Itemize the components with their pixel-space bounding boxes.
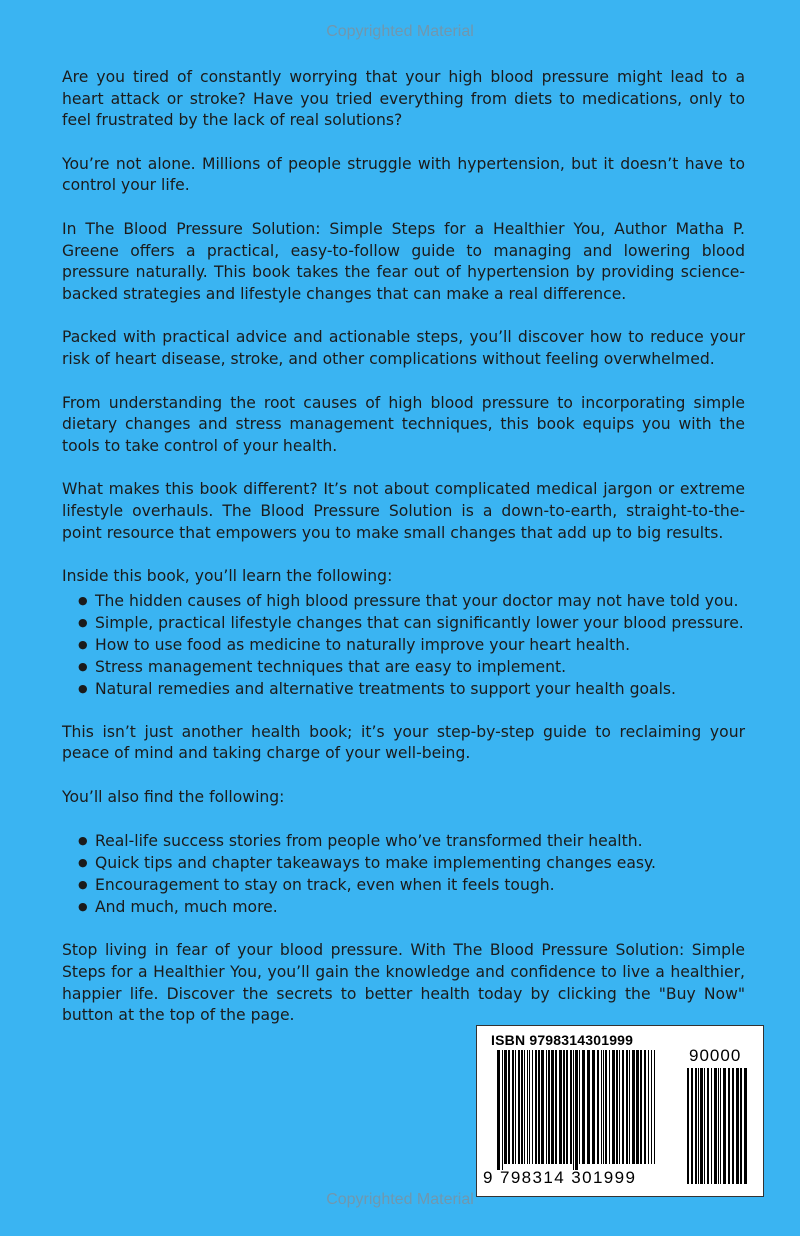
barcode-bar: [616, 1050, 618, 1164]
list-item: ● The hidden causes of high blood pressure that your doctor may not have told you.: [78, 590, 745, 612]
barcode-bar: [603, 1050, 604, 1164]
barcode-bar: [582, 1050, 585, 1164]
barcode-bar: [718, 1068, 719, 1184]
barcode-bar: [527, 1050, 528, 1164]
paragraph: Packed with practical advice and actionable steps, you’ll discover how to reduce your risk of heart disease, stroke, and other complications without feeling overwhelmed.: [62, 328, 745, 368]
barcode-bar: [654, 1050, 655, 1164]
barcode-bar: [535, 1050, 537, 1164]
barcode-bar: [740, 1068, 742, 1184]
barcode-bar: [632, 1050, 635, 1164]
barcode-bar: [644, 1050, 646, 1164]
barcode-bar: [687, 1068, 689, 1184]
barcode-bar: [651, 1050, 652, 1164]
barcode-bar: [508, 1050, 510, 1164]
barcode-bar: [502, 1050, 503, 1170]
list-item: ● Quick tips and chapter takeaways to make implementing changes easy.: [78, 852, 745, 874]
barcode-bar: [555, 1050, 557, 1164]
barcode-bar: [548, 1050, 550, 1164]
barcode-bar: [579, 1050, 580, 1164]
list-item: ● Real-life success stories from people who’ve transformed their health.: [78, 830, 745, 852]
barcode-bar: [707, 1068, 709, 1184]
barcode-bar: [559, 1050, 562, 1164]
barcode-bar: [732, 1068, 734, 1184]
paragraph: From understanding the root causes of high blood pressure to incorporating simple dietary changes and stress management techniques, this book equips you with the tools to take control of your health.: [62, 393, 745, 455]
list-intro: Inside this book, you’ll learn the following:: [62, 567, 393, 586]
barcode-bar: [566, 1050, 568, 1164]
back-cover-text: [62, 67, 745, 1049]
barcode-bar: [521, 1050, 523, 1164]
barcode-bar: [497, 1050, 500, 1170]
barcode-bar: [532, 1050, 533, 1164]
barcode-bar: [626, 1050, 628, 1164]
barcode-bar: [629, 1050, 630, 1164]
barcode-bar: [648, 1050, 649, 1164]
barcode-bar: [573, 1050, 574, 1170]
barcode-bar: [723, 1068, 726, 1184]
list-item: ● Stress management techniques that are easy to implement.: [78, 656, 745, 678]
barcode-bar: [728, 1068, 730, 1184]
barcode-bar: [575, 1050, 578, 1170]
list-item: ● How to use food as medicine to naturally improve your heart health.: [78, 634, 745, 656]
barcode-addon-bars: [687, 1068, 749, 1184]
barcode-bar: [529, 1050, 530, 1164]
isbn-barcode: [476, 1025, 764, 1197]
barcode-bar: [698, 1068, 699, 1184]
barcode-main-bars: [497, 1050, 657, 1170]
barcode-bar: [597, 1050, 599, 1164]
barcode-bar: [695, 1068, 697, 1184]
barcode-bar: [551, 1050, 554, 1164]
barcode-bar: [601, 1050, 602, 1164]
barcode-bar: [512, 1050, 514, 1164]
barcode-bar: [704, 1068, 705, 1184]
barcode-bar: [640, 1050, 642, 1164]
barcode-bar: [592, 1050, 595, 1164]
barcode-bar: [636, 1050, 639, 1164]
isbn-label: ISBN 9798314301999: [491, 1032, 634, 1048]
list-intro: You’ll also find the following:: [62, 787, 285, 806]
paragraph: What makes this book different? It’s not about complicated medical jargon or extreme lifestyle overhauls. The Blood Pressure Solution is a down-to-earth, straight-to-the-point resource that empowers you to make small changes that add up to big results.: [62, 480, 745, 542]
barcode-bar: [504, 1050, 507, 1164]
paragraph: In The Blood Pressure Solution: Simple Steps for a Healthier You, Author Matha P. Greene offers a practical, easy-to-follow guide to managing and lowering blood pressure naturally. This book takes the fear out of hypertension by providing science-backed strategies and lifestyle changes that can make a real difference.: [62, 219, 745, 303]
barcode-bar: [546, 1050, 547, 1164]
barcode-bar: [541, 1050, 544, 1164]
paragraph: Stop living in fear of your blood pressure. With The Blood Pressure Solution: Simple Steps for a Healthier You, you’ll gain the knowledge and confidence to live a healthier, happier life. Discover the secrets to better health today by clicking the "Buy Now" button at the top of the page.: [62, 941, 745, 1025]
paragraph: Are you tired of constantly worrying that your high blood pressure might lead to a heart attack or stroke? Have you tried everything from diets to medications, only to feel frustrated by the lack of real solutions?: [62, 68, 745, 130]
barcode-bar: [609, 1050, 610, 1164]
barcode-bar: [515, 1050, 516, 1164]
barcode-bar: [605, 1050, 607, 1164]
bullet-list-find: [62, 830, 745, 918]
barcode-bar: [744, 1068, 747, 1184]
barcode-digits: 9 798314 301999: [483, 1168, 637, 1187]
list-item: ● And much, much more.: [78, 896, 745, 918]
barcode-bar: [691, 1068, 693, 1184]
bullet-list-learn: [62, 590, 745, 700]
barcode-bar: [736, 1068, 739, 1184]
barcode-bar: [563, 1050, 565, 1164]
paragraph: This isn’t just another health book; it’s your step-by-step guide to reclaiming your peace of mind and taking charge of your well-being.: [62, 722, 745, 763]
list-item: ● Encouragement to stay on track, even when it feels tough.: [78, 874, 745, 896]
barcode-bar: [720, 1068, 721, 1184]
barcode-bar: [619, 1050, 620, 1164]
barcode-bar: [622, 1050, 624, 1164]
barcode-bar: [714, 1068, 717, 1184]
barcode-bar: [538, 1050, 540, 1164]
barcode-bar: [711, 1068, 712, 1184]
list-item: ● Simple, practical lifestyle changes that can significantly lower your blood pressure.: [78, 612, 745, 634]
barcode-bar: [524, 1050, 525, 1164]
barcode-bar: [700, 1068, 703, 1184]
paragraph: You’re not alone. Millions of people struggle with hypertension, but it doesn’t have to control your life.: [62, 154, 745, 195]
barcode-bar: [587, 1050, 590, 1164]
price-code: 90000: [689, 1046, 742, 1065]
barcode-bar: [518, 1050, 520, 1164]
barcode-bar: [570, 1050, 572, 1164]
watermark-top: Copyrighted Material: [326, 23, 474, 40]
watermark-bottom: Copyrighted Material: [326, 1191, 474, 1208]
list-item: ● Natural remedies and alternative treatments to support your health goals.: [78, 678, 745, 700]
barcode-bar: [612, 1050, 615, 1164]
